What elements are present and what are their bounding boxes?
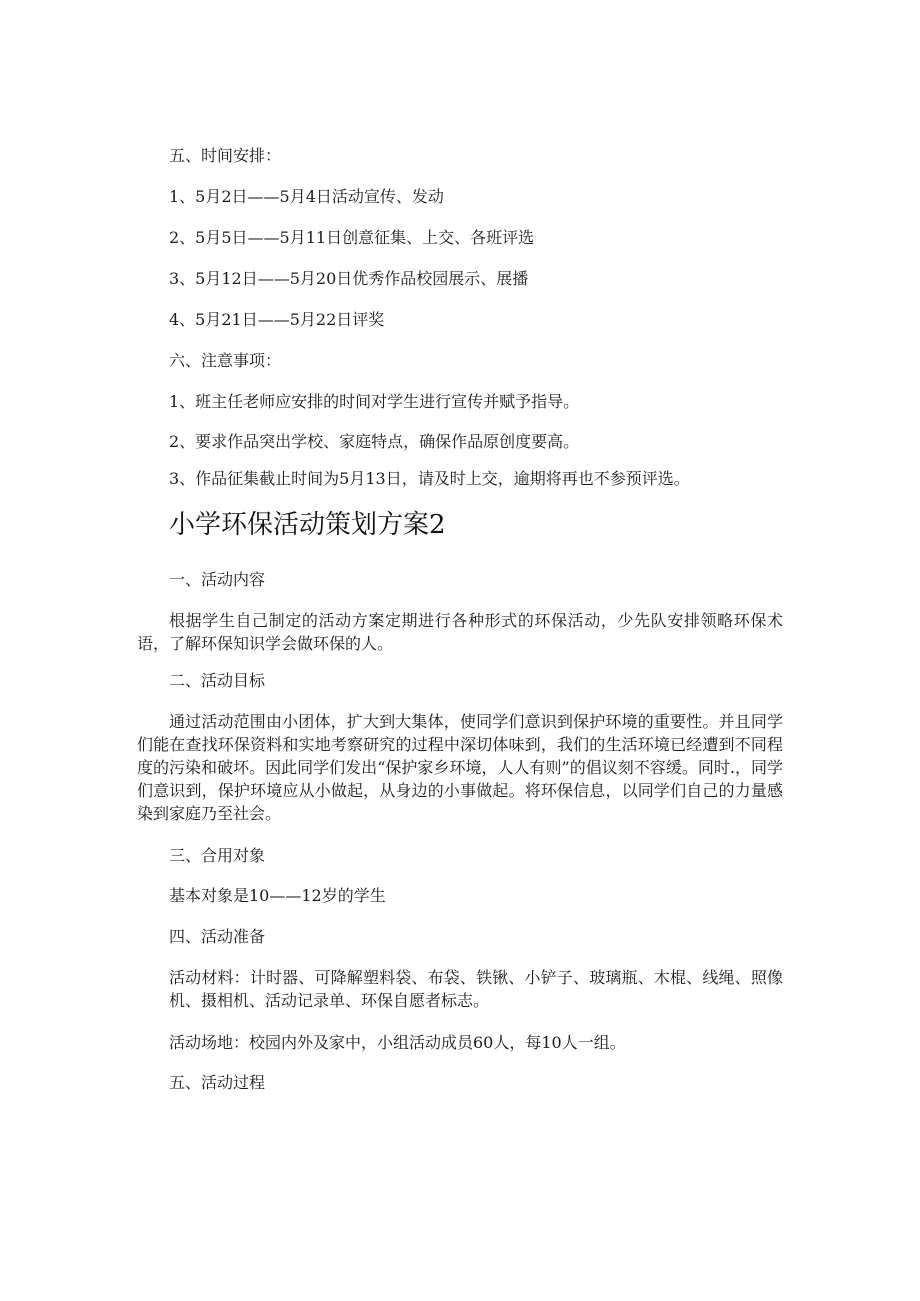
plan-2-heading-process: 五、活动过程	[169, 1073, 266, 1092]
schedule-item-4: 4、5月21日——5月22日评奖	[169, 310, 385, 329]
schedule-item-3: 3、5月12日——5月20日优秀作品校园展示、展播	[169, 269, 529, 288]
plan-2-content-paragraph: 根据学生自己制定的活动方案定期进行各种形式的环保活动，少先队安排领略环保术语，了解环保知识学会做环保的人。	[137, 611, 783, 653]
plan-2-title: 小学环保活动策划方案2	[169, 510, 446, 540]
plan-2-heading-preparation: 四、活动准备	[169, 927, 266, 946]
notes-item-1: 1、班主任老师应安排的时间对学生进行宣传并赋予指导。	[169, 392, 580, 411]
plan-2-venue-text: 活动场地：校园内外及家中，小组活动成员60人，每10人一组。	[169, 1033, 626, 1052]
plan-2-heading-content: 一、活动内容	[169, 570, 266, 589]
plan-2-heading-goals: 二、活动目标	[169, 671, 266, 690]
section-heading-schedule: 五、时间安排：	[169, 146, 282, 165]
plan-2-goals-paragraph: 通过活动范围由小团体，扩大到大集体，使同学们意识到保护环境的重要性。并且同学们能在查找环保资料和实地考察研究的过程中深切体味到，我们的生活环境已经遭到不同程度的污染和破坏。因此同学们发出“保护家乡环境，人人有则”的倡议刻不容缓。同时.，同学们意识到，保护环境应从小做起，从身边的小事做起。将环保信息，以同学们自己的力量感染到家庭乃至社会。	[137, 712, 783, 823]
notes-item-3: 3、作品征集截止时间为5月13日，请及时上交，逾期将再也不参预评选。	[169, 469, 690, 488]
plan-2-materials-paragraph: 活动材料：计时器、可降解塑料袋、布袋、铁锹、小铲子、玻璃瓶、木棍、线绳、照像机、摄相机、活动记录单、环保自愿者标志。	[169, 968, 783, 1010]
notes-item-2: 2、要求作品突出学校、家庭特点，确保作品原创度要高。	[169, 432, 580, 451]
plan-2-heading-audience: 三、合用对象	[169, 846, 266, 865]
schedule-item-2: 2、5月5日——5月11日创意征集、上交、各班评选	[169, 228, 535, 247]
section-heading-notes: 六、注意事项：	[169, 351, 282, 370]
plan-2-audience-text: 基本对象是10——12岁的学生	[169, 886, 386, 905]
schedule-item-1: 1、5月2日——5月4日活动宣传、发动	[169, 187, 444, 206]
